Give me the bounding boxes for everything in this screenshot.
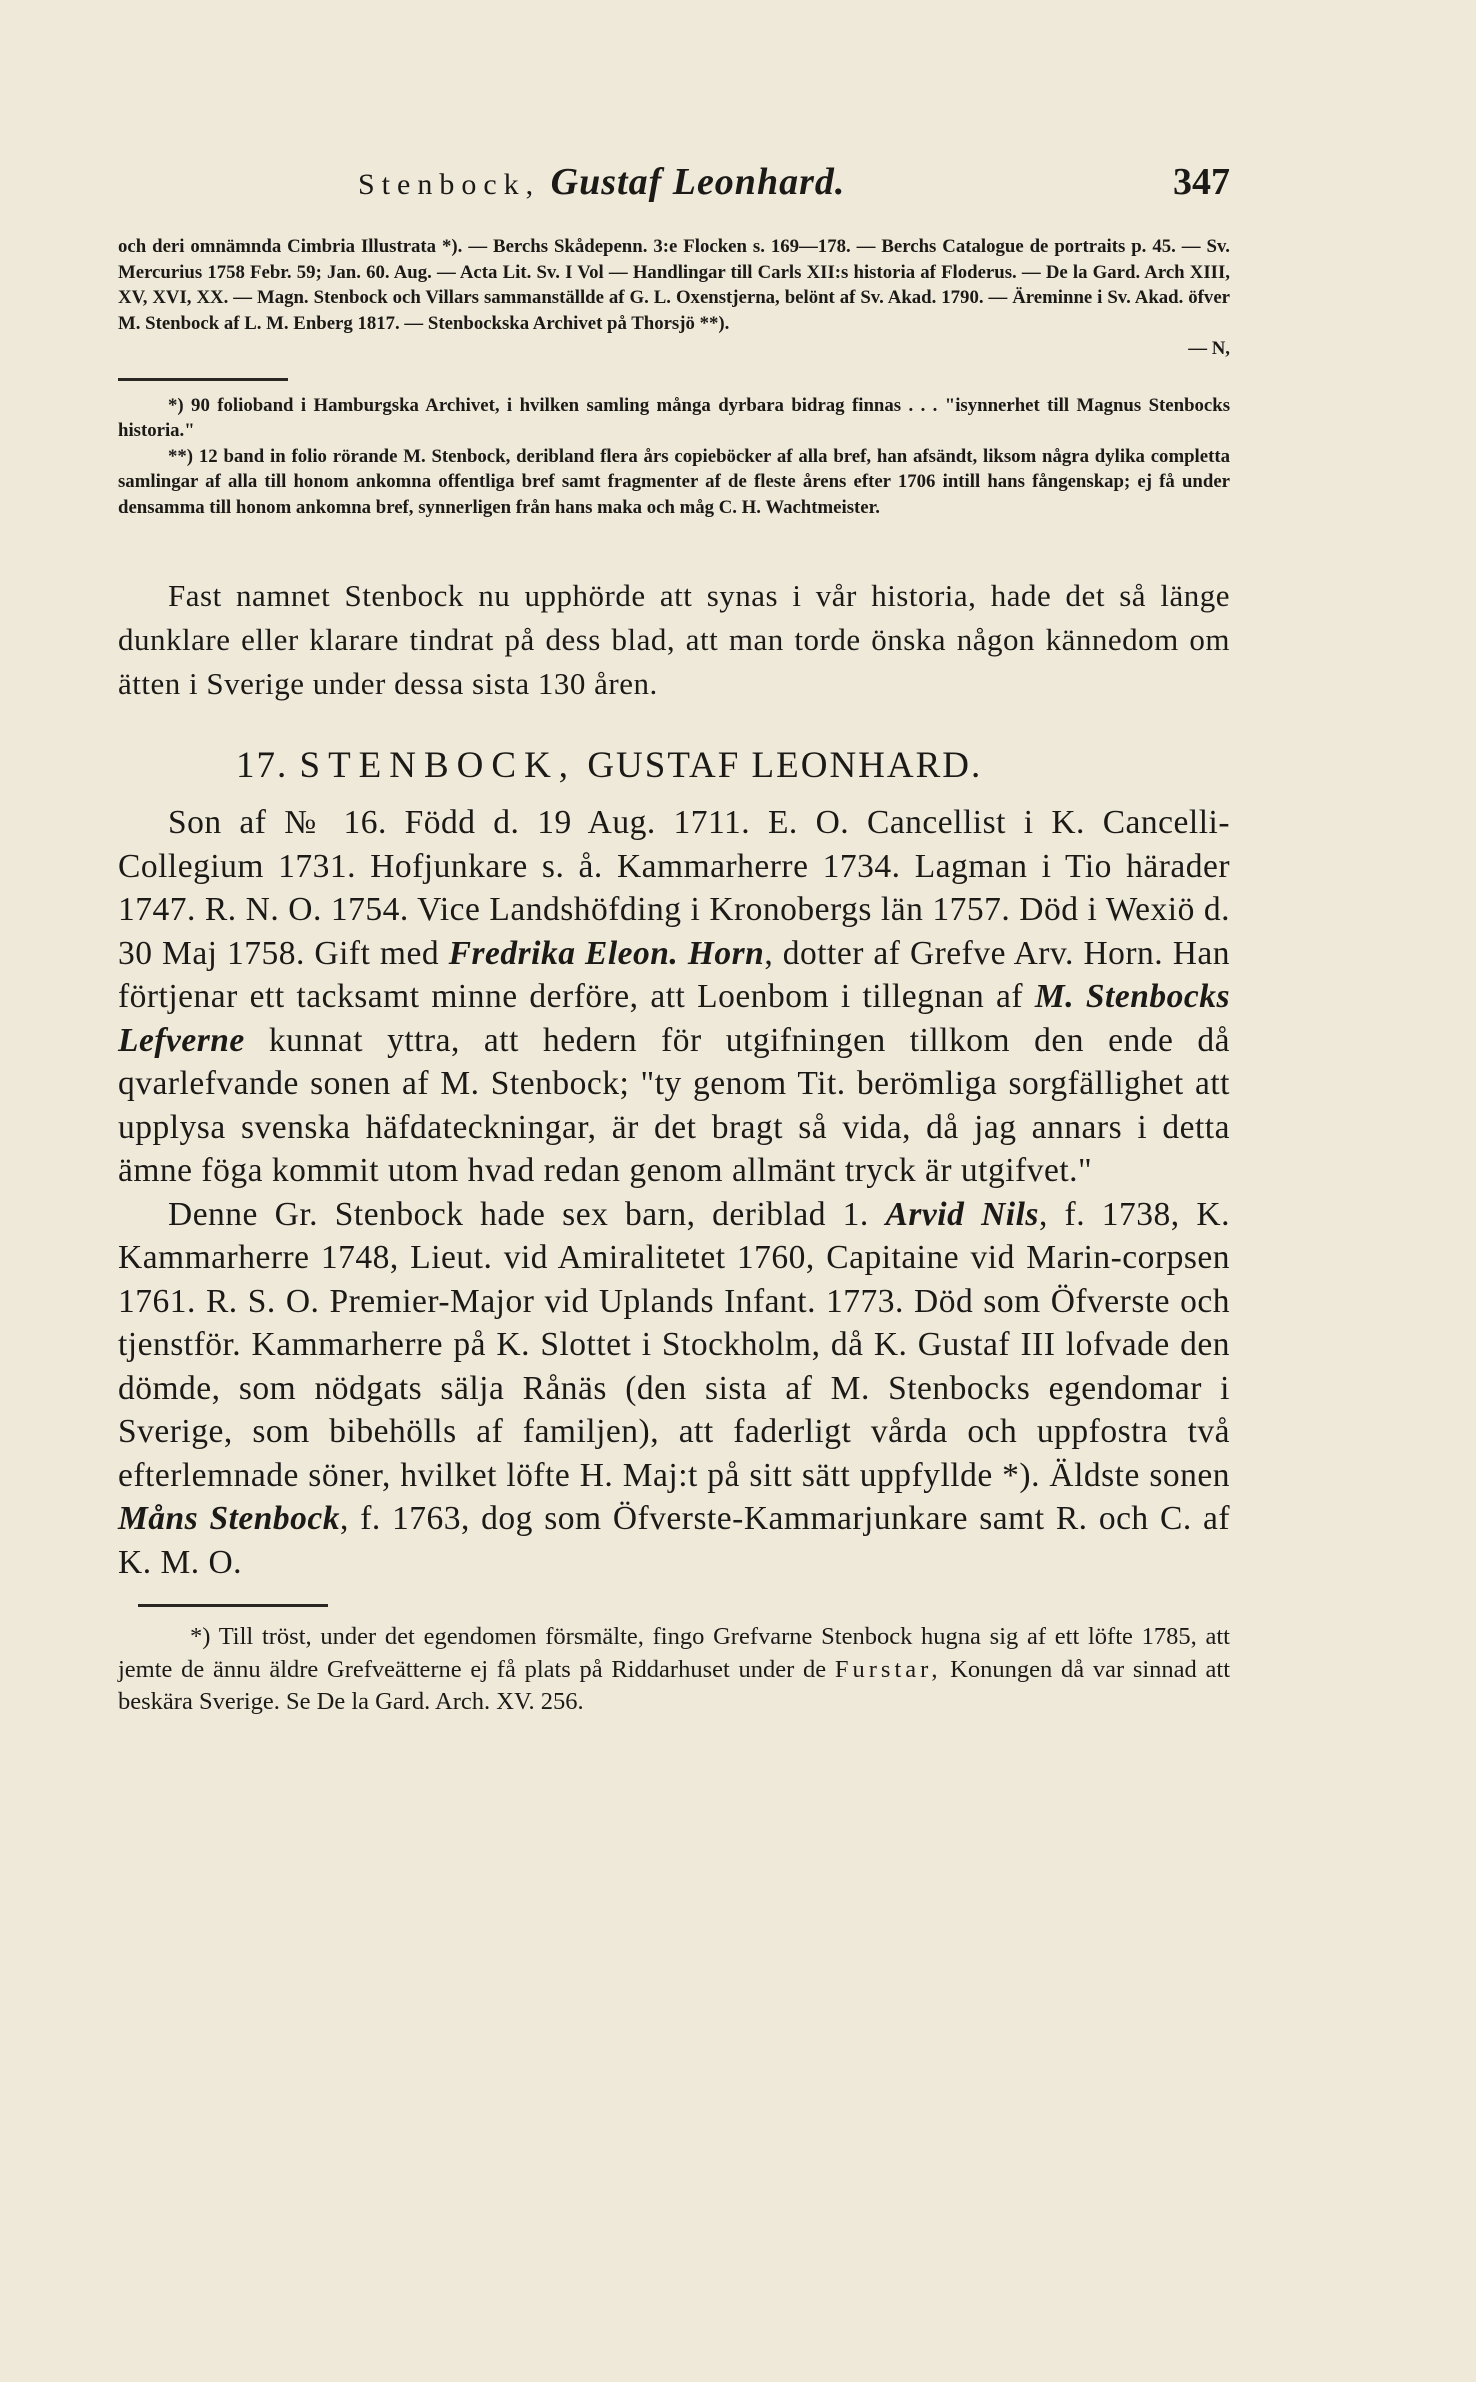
- italic-run: Arvid Nils: [885, 1195, 1039, 1233]
- section-number: 17.: [236, 745, 289, 786]
- references-text: och deri omnämnda Cimbria Illustrata *). — Berchs Skådepenn. 3:e Flocken s. 169—178. — Berchs Catalogue de portraits p. 45. — Sv. Mercurius 1758 Febr. 59; Jan. 60. Aug. — Acta Lit. Sv. I Vol — Handlingar till Carls XII:s historia af Floderus. — De la Gard. Arch XIII, XV, XVI, XX. — Magn. Stenbock och Villars sammanställde af G. L. Oxenstjerna, belönt af Sv. Akad. 1790. — Äreminne i Sv. Akad. öfver M. Stenbock af L. M. Enberg 1817. — Stenbockska Archivet på Thorsjö **).: [118, 236, 1230, 334]
- references-signature: — N,: [1188, 338, 1230, 359]
- section-name-spaced: STENBOCK,: [299, 745, 577, 786]
- page-number: 347: [1173, 161, 1230, 203]
- italic-run: Måns Stenbock: [118, 1500, 341, 1537]
- text-run: Son af № 16. Född d. 19 Aug. 1711. E. O. Cancellist i K. Cancelli-Collegium 1731. Hofjunkare s. å. Kammarherre 1734. Lagman i Tio härader 1747. R. N. O. 1754. Vice Landshöfding i Kronobergs län 1757. Död i Wexiö d. 30 Maj 1758. Gift med: [118, 804, 1230, 972]
- section-name-rest: GUSTAF LEONHARD.: [587, 745, 983, 786]
- footnote-divider: [118, 378, 288, 381]
- text-run: kunnat yttra, att hedern för utgifningen tillkom den ende då qvarlefvande sonen af M. Stenbock; "ty genom Tit. berömliga sorgfällighet att upplysa svenska häfdateckningar, är det bragt så vida, då jag annars i detta ämne föga kommit utom hvad redan genom allmänt tryck är utgifvet.": [118, 1021, 1230, 1189]
- italic-run: Fredrika Eleon. Horn: [448, 934, 765, 972]
- text-run: , f. 1738, K. Kammarherre 1748, Lieut. vid Amiralitetet 1760, Capitaine vid Marin-corpsen 1761. R. S. O. Premier-Major vid Uplands Infant. 1773. Död som Öfverste och tjenstför. Kammarherre på K. Slottet i Stockholm, då K. Gustaf III lofvade den dömde, som nödgats sälja Rånäs (den sista af M. Stenbocks egendomar i Sverige, som bibehölls af familjen), att faderligt vårda och uppfostra två efterlemnade söner, hvilket löfte H. Maj:t på sitt sätt uppfyllde *). Äldste sonen: [118, 1195, 1230, 1494]
- text-run: , f. 1763, dog som Öfverste-Kammarjunkare samt R. och C. af K. M. O.: [118, 1500, 1230, 1581]
- header-title: [358, 160, 845, 204]
- footnote-divider-bottom: [138, 1604, 328, 1607]
- section-heading: [118, 744, 1230, 787]
- running-header: [118, 160, 1230, 220]
- book-page: [118, 160, 1230, 1719]
- paragraph-biography: [118, 801, 1230, 1193]
- footnote-2: **) 12 band in folio rörande M. Stenbock, deribland flera års copieböcker af alla bref, han afsändt, liksom några dylika completta samlingar af alla till honom ankomna offentliga bref samt fragmenter af de fleste årens efter 1706 intill hans fångenskap; ej få under densamma till honom ankomna bref, synnerligen från hans maka och måg C. H. Wachtmeister.: [118, 445, 1230, 518]
- footnotes-top: [118, 393, 1230, 521]
- paragraph-children: [118, 1193, 1230, 1585]
- intro-paragraph-block: [118, 574, 1230, 706]
- header-surname: Stenbock,: [358, 168, 541, 201]
- italic-run: M. Stenbocks Lefverne: [118, 978, 1230, 1059]
- text-run: Denne Gr. Stenbock hade sex barn, deriblad 1.: [168, 1195, 886, 1233]
- spaced-run: Furstar,: [834, 1655, 942, 1683]
- text-run: , dotter af Grefve Arv. Horn. Han förtjenar ett tacksamt minne derföre, att Loenbom i tillegnan af: [118, 934, 1231, 1015]
- footnote-1: *) 90 folioband i Hamburgska Archivet, i hvilken samling många dyrbara bidrag finnas . . . "isynnerhet till Magnus Stenbocks historia.": [118, 394, 1230, 441]
- intro-paragraph: Fast namnet Stenbock nu upphörde att synas i vår historia, hade det så länge dunklare eller klarare tindrat på dess blad, att man torde önska någon kännedom om ätten i Sverige under dessa sista 130 åren.: [118, 578, 1230, 701]
- references-block: [118, 234, 1230, 362]
- footnote-bottom-text: [118, 1621, 1230, 1719]
- text-run: *) Till tröst, under det egendomen försmälte, fingo Grefvarne Stenbock hugna sig af ett löfte 1785, att jemte de ännu äldre Grefveätterne ej få plats på Riddarhuset under de: [118, 1623, 1230, 1683]
- footnote-bottom: [118, 1621, 1230, 1719]
- header-given-name: Gustaf Leonhard.: [550, 161, 846, 203]
- text-run: Konungen då var sinnad att beskära Sverige. Se De la Gard. Arch. XV. 256.: [118, 1655, 1230, 1715]
- main-text: [118, 801, 1230, 1584]
